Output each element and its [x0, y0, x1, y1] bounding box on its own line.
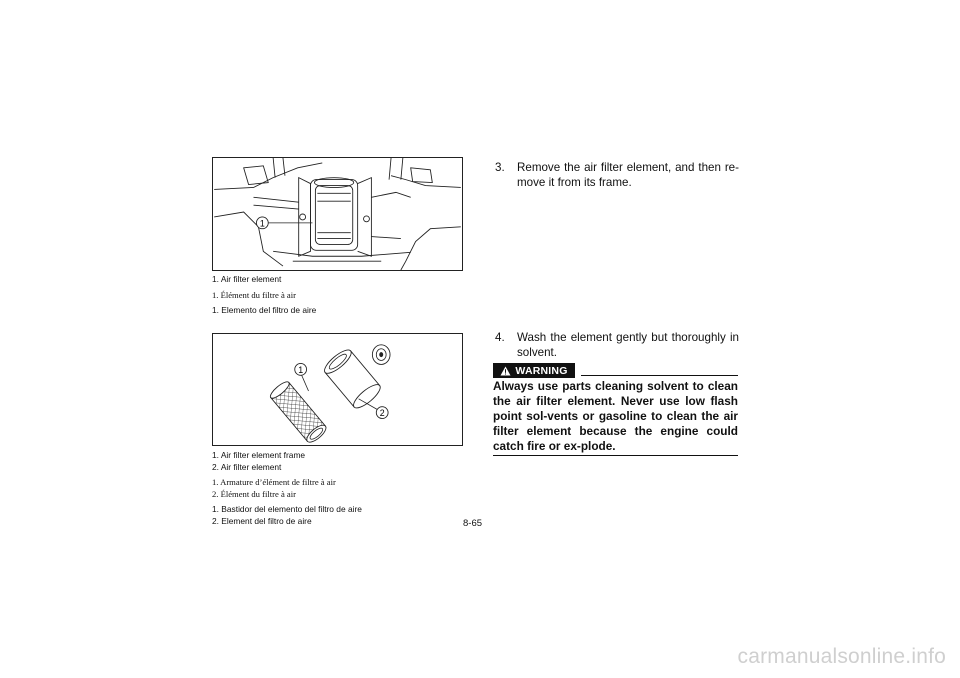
air-filter-parts-illustration: [213, 334, 462, 445]
figure2-callout-1: 1: [298, 364, 304, 375]
air-filter-location-illustration: [213, 158, 462, 270]
warning-rule-top: [581, 375, 738, 376]
page-number: 8-65: [463, 518, 483, 529]
caption-fr-1: 1. Armature d’élément de filtre à air: [212, 477, 336, 488]
figure-air-filter-location: [212, 157, 463, 271]
caption-fr: 1. Élément du filtre à air: [212, 289, 296, 300]
step-3: [495, 160, 739, 190]
figure1-captions: [212, 274, 472, 317]
warning-label: WARNING: [515, 364, 568, 377]
step-4-number: 4.: [495, 331, 505, 344]
step-4-text: Wash the element gently but thoroughly in solvent.: [517, 331, 739, 359]
step-3-text: Remove the air filter element, and then re-move it from its frame.: [517, 161, 739, 189]
figure-air-filter-parts: [212, 333, 463, 446]
warning-rule-bottom: [493, 455, 738, 456]
caption-es: 1. Elemento del filtro de aire: [212, 305, 317, 316]
caption-es-1: 1. Bastidor del elemento del filtro de aire: [212, 504, 362, 515]
caption-en-1: 1. Air filter element frame: [212, 450, 306, 460]
step-4: [495, 330, 739, 360]
caption-en-2: 2. Air filter element: [212, 461, 282, 472]
caption-fr-2: 2. Élément du filtre à air: [212, 488, 296, 499]
caption-es-2: 2. Element del filtro de aire: [212, 515, 312, 526]
caption-en: 1. Air filter element: [212, 274, 282, 284]
figure2-callout-2: 2: [379, 408, 385, 419]
step-3-number: 3.: [495, 161, 505, 174]
warning-text: Always use parts cleaning solvent to clean the air filter element. Never use low flash point sol-vents or gasoline to clean the air filter element because the engine could catch fire or ex-plode.: [493, 379, 738, 453]
warning-badge: [493, 363, 575, 378]
figure1-callout-1: 1: [259, 218, 265, 229]
watermark: carmanualsonline.info: [737, 645, 946, 668]
figure2-captions: [212, 450, 472, 528]
warning-triangle-icon: [500, 366, 511, 376]
